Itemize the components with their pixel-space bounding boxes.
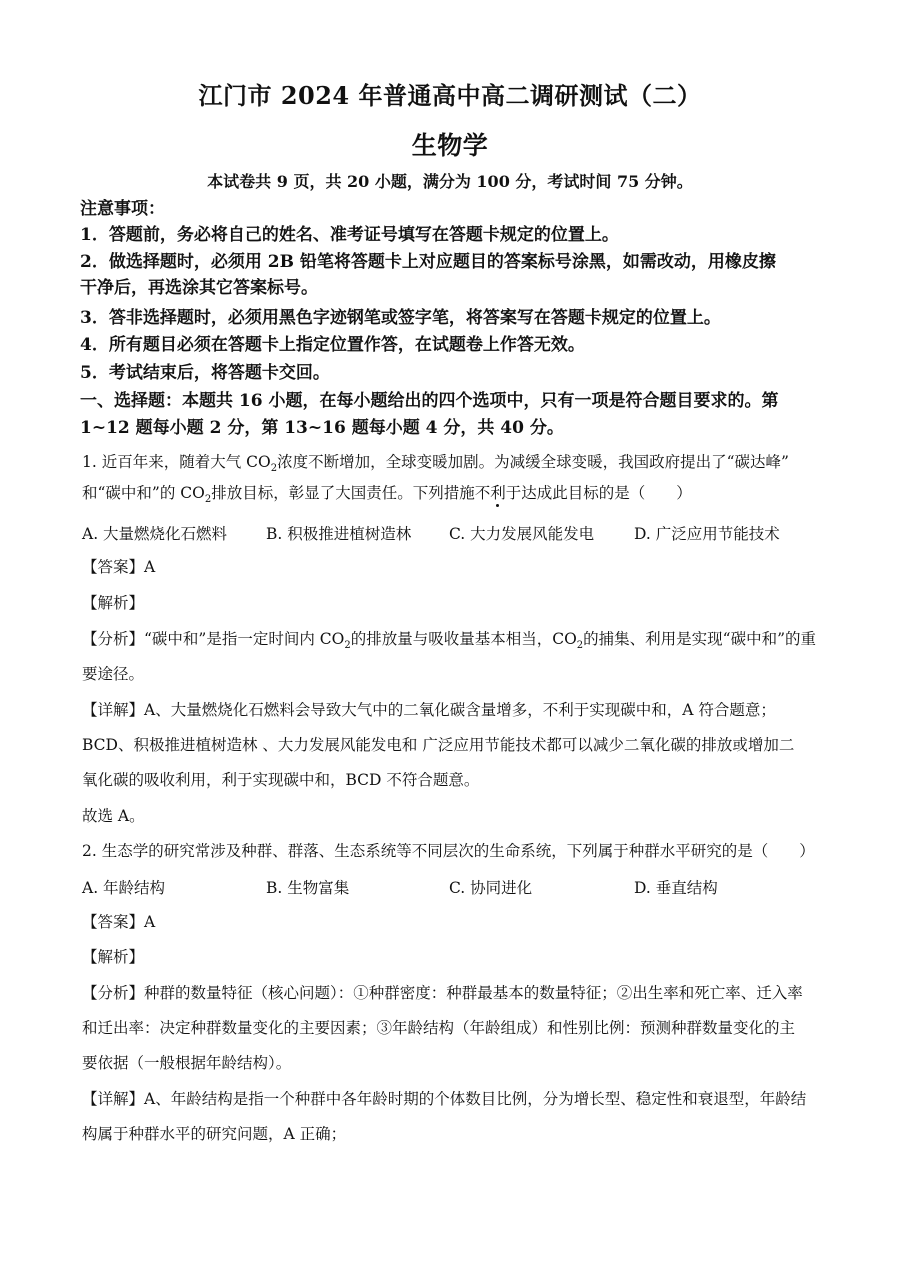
option-d: D. 垂直结构 bbox=[634, 879, 718, 897]
notice-item: 5．考试结束后，将答题卡交回。 bbox=[80, 363, 330, 383]
subject-title: 生物学 bbox=[411, 131, 489, 160]
analysis-label: 【解析】 bbox=[82, 594, 145, 612]
fenxi-text: 【分析】“碳中和”是指一定时间内 $CO_2$的排放量与吸收量基本相当，$CO_2$的捕集、利用是实现“碳中和”的重 bbox=[82, 630, 817, 652]
detail-text: 【详解】A、年龄结构是指一个种群中各年龄时期的个体数目比例，分为增长型、稳定性和衰退型，年龄结 bbox=[82, 1090, 807, 1108]
exam-title: 江门市 2024 年普通高中高二调研测试（二） bbox=[198, 81, 702, 110]
answer-label: 【答案】A bbox=[82, 558, 156, 576]
emphasis-text: 不利于 bbox=[474, 484, 522, 502]
detail-text-cont: BCD、积极推进植树造林 、大力发展风能发电和 广泛应用节能技术都可以减少二氧化碳的排放或增加二 bbox=[82, 736, 795, 754]
question-1-options bbox=[82, 522, 822, 544]
option-b: B. 生物富集 bbox=[266, 879, 350, 897]
detail-text-cont: 氧化碳的吸收利用，利于实现碳中和，BCD 不符合题意。 bbox=[82, 771, 480, 789]
answer-label: 【答案】A bbox=[82, 913, 156, 931]
fenxi-text: 【分析】种群的数量特征（核心问题）：①种群密度：种群最基本的数量特征；②出生率和死亡率、迁入率 bbox=[82, 984, 803, 1002]
fenxi-text-cont: 要依据（一般根据年龄结构）。 bbox=[82, 1054, 292, 1072]
detail-text: 【详解】A、大量燃烧化石燃料会导致大气中的二氧化碳含量增多，不利于实现碳中和，A 符合题意； bbox=[82, 701, 776, 719]
notice-item: 干净后，再选涂其它答案标号。 bbox=[80, 278, 318, 298]
section-heading: 一、选择题：本题共 16 小题，在每小题给出的四个选项中，只有一项是符合题目要求的。第 bbox=[80, 391, 779, 411]
option-a: A. 大量燃烧化石燃料 bbox=[82, 525, 228, 543]
option-a: A. 年龄结构 bbox=[82, 879, 166, 897]
fenxi-text-cont: 和迁出率：决定种群数量变化的主要因素；③年龄结构（年龄组成）和性别比例：预测种群数量变化的主 bbox=[82, 1019, 796, 1037]
conclusion-text: 故选 A。 bbox=[82, 807, 145, 825]
question-2-options bbox=[82, 876, 822, 898]
option-d: D. 广泛应用节能技术 bbox=[634, 525, 780, 543]
exam-intro: 本试卷共 9 页，共 20 小题，满分为 100 分，考试时间 75 分钟。 bbox=[207, 172, 693, 191]
notice-item: 4．所有题目必须在答题卡上指定位置作答，在试题卷上作答无效。 bbox=[80, 335, 585, 355]
option-b: B. 积极推进植树造林 bbox=[266, 525, 412, 543]
notice-item: 2．做选择题时，必须用 2B 铅笔将答题卡上对应题目的答案标号涂黑，如需改动，用橡皮擦 bbox=[80, 252, 776, 272]
question-1-stem: 1. 近百年来，随着大气 $CO_2$浓度不断增加，全球变暖加剧。为减缓全球变暖，我国政府提出了“碳达峰” bbox=[82, 453, 789, 475]
analysis-label: 【解析】 bbox=[82, 948, 145, 966]
option-c: C. 大力发展风能发电 bbox=[449, 525, 595, 543]
detail-text-cont: 构属于种群水平的研究问题，A 正确； bbox=[82, 1125, 347, 1143]
section-heading-cont: 1~12 题每小题 2 分，第 13~16 题每小题 4 分，共 40 分。 bbox=[80, 418, 564, 438]
notice-heading: 注意事项： bbox=[80, 199, 165, 219]
fenxi-text-cont: 要途径。 bbox=[82, 665, 145, 683]
option-c: C. 协同进化 bbox=[449, 879, 533, 897]
question-1-stem-cont: 和“碳中和”的 $CO_2$排放目标，彰显了大国责任。下列措施不利于达成此目标的是（ ） bbox=[82, 484, 692, 506]
notice-item: 3．答非选择题时，必须用黑色字迹钢笔或签字笔，将答案写在答题卡规定的位置上。 bbox=[80, 308, 721, 328]
notice-item: 1．答题前，务必将自己的姓名、准考证号填写在答题卡规定的位置上。 bbox=[80, 225, 619, 245]
question-2-stem: 2. 生态学的研究常涉及种群、群落、生态系统等不同层次的生命系统，下列属于种群水平研究的是（ ） bbox=[82, 842, 815, 860]
